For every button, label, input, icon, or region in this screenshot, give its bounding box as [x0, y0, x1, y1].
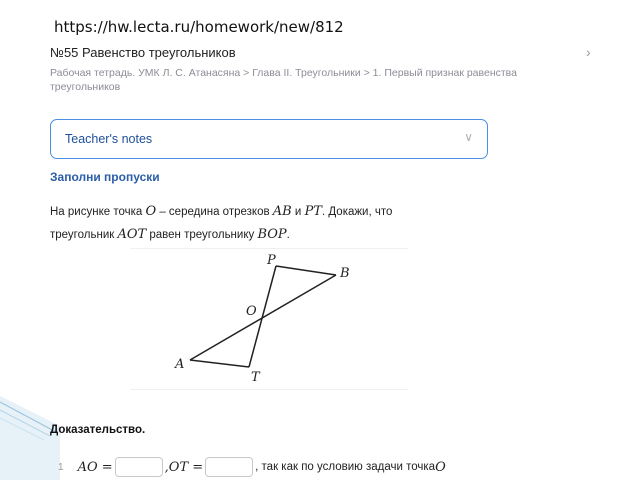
- chevron-down-icon[interactable]: ∨: [464, 130, 473, 144]
- comma: ,: [164, 459, 169, 475]
- point-label-t: T: [251, 370, 260, 385]
- step-number: 1: [58, 461, 64, 473]
- breadcrumb[interactable]: Рабочая тетрадь. УМК Л. С. Атанасяна > Глава II. Треугольники > 1. Первый признак равенства треугольников: [50, 67, 517, 93]
- ao-label: AO =: [77, 459, 113, 475]
- section-title: Заполни пропуски: [50, 170, 160, 184]
- proof-title: Доказательство.: [50, 424, 146, 436]
- task-title: №55 Равенство треугольников: [50, 45, 236, 60]
- segment-ab: [190, 275, 336, 360]
- segment-at: [190, 360, 249, 367]
- teacher-notes-label: Teacher's notes: [65, 132, 153, 146]
- url-bar[interactable]: https://hw.lecta.ru/homework/new/812: [54, 18, 344, 36]
- problem-statement-line-2: треугольник AOT равен треугольнику BOP.: [50, 227, 290, 242]
- figure-svg: [130, 249, 408, 389]
- point-label-p: P: [267, 253, 276, 268]
- ot-answer-input[interactable]: [205, 457, 253, 477]
- point-label-o: O: [246, 304, 257, 319]
- decorative-corner: [0, 396, 60, 480]
- segment-pb: [276, 266, 336, 275]
- point-label-a: A: [175, 357, 185, 372]
- point-label-b: B: [340, 266, 350, 281]
- ot-label: OT =: [168, 459, 204, 475]
- geometry-figure: [130, 248, 408, 390]
- proof-step-1: [58, 457, 446, 477]
- chevron-right-icon[interactable]: ›: [586, 44, 591, 60]
- ao-answer-input[interactable]: [115, 457, 163, 477]
- teacher-notes-dropdown[interactable]: [50, 119, 488, 159]
- proof-step-1-text: , так как по условию задачи точка: [255, 461, 436, 473]
- problem-statement-line-1: На рисунке точка O – середина отрезков AB и PT. Докажи, что: [50, 204, 393, 219]
- proof-step-1-o: O: [435, 459, 446, 475]
